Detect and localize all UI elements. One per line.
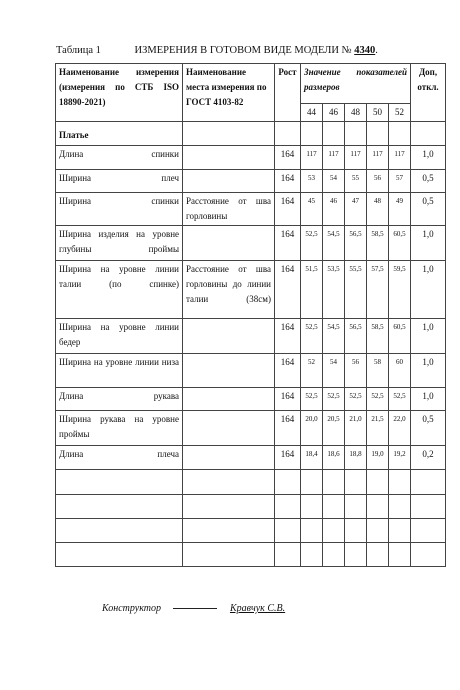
size-value-cell: 58,5	[367, 319, 389, 354]
designer-name: Кравчук С.В.	[229, 603, 286, 614]
table-row	[56, 354, 446, 388]
empty-row	[56, 543, 446, 567]
tolerance-cell: 1,0	[411, 319, 446, 354]
size-cell: 48	[345, 104, 367, 122]
tolerance-cell: 0,5	[411, 193, 446, 226]
table-row	[56, 388, 446, 411]
size-value-cell: 52,5	[367, 388, 389, 411]
size-value-cell: 52,5	[345, 388, 367, 411]
size-value-cell: 117	[389, 146, 411, 170]
tolerance-cell: 1,0	[411, 388, 446, 411]
size-value-cell: 59,5	[389, 261, 411, 319]
measure-place-cell	[183, 354, 275, 388]
size-value-cell: 55	[345, 170, 367, 193]
size-value-cell: 57,5	[367, 261, 389, 319]
size-cell: 50	[367, 104, 389, 122]
measure-name-cell: Ширина на уровне линии талии (по спинке)	[56, 261, 183, 319]
measure-place-cell	[183, 388, 275, 411]
header-tolerance: Доп, откл.	[411, 64, 446, 122]
table-row	[56, 193, 446, 226]
measure-name-cell: Ширина спинки	[56, 193, 183, 226]
size-value-cell: 60,5	[389, 319, 411, 354]
table-row	[56, 170, 446, 193]
header-values: Значение показателей размеров	[301, 64, 411, 104]
size-value-cell: 52,5	[323, 388, 345, 411]
table-row	[56, 261, 446, 319]
table-row	[56, 319, 446, 354]
measure-name-cell: Длина рукава	[56, 388, 183, 411]
tolerance-cell: 1,0	[411, 354, 446, 388]
height-cell: 164	[275, 193, 301, 226]
height-cell: 164	[275, 319, 301, 354]
measure-place-cell	[183, 411, 275, 446]
table-row	[56, 146, 446, 170]
measure-place-cell: Расстояние от шва горловины до линии талии (38см)	[183, 261, 275, 319]
measure-name-cell: Ширина плеч	[56, 170, 183, 193]
size-value-cell: 51,5	[301, 261, 323, 319]
size-value-cell: 19,2	[389, 446, 411, 470]
size-value-cell: 52	[301, 354, 323, 388]
empty-row	[56, 519, 446, 543]
size-value-cell: 117	[367, 146, 389, 170]
tolerance-cell: 0,5	[411, 170, 446, 193]
section-label: Платье	[56, 122, 183, 146]
measure-name-cell: Ширина на уровне линии низа	[56, 354, 183, 388]
size-value-cell: 18,4	[301, 446, 323, 470]
size-value-cell: 21,5	[367, 411, 389, 446]
table-row	[56, 226, 446, 261]
table-body	[56, 146, 446, 470]
size-value-cell: 60	[389, 354, 411, 388]
size-value-cell: 22,0	[389, 411, 411, 446]
size-value-cell: 52,5	[301, 388, 323, 411]
measure-place-cell	[183, 319, 275, 354]
size-value-cell: 58,5	[367, 226, 389, 261]
section-row	[56, 122, 446, 146]
designer-role: Конструктор	[102, 603, 161, 614]
tolerance-cell: 1,0	[411, 226, 446, 261]
measure-place-cell	[183, 146, 275, 170]
height-cell: 164	[275, 226, 301, 261]
empty-row	[56, 470, 446, 495]
size-value-cell: 54	[323, 354, 345, 388]
height-cell: 164	[275, 411, 301, 446]
size-value-cell: 52,5	[301, 226, 323, 261]
size-cell: 44	[301, 104, 323, 122]
signature-line	[173, 608, 217, 609]
tolerance-cell: 1,0	[411, 146, 446, 170]
size-value-cell: 57	[389, 170, 411, 193]
size-value-cell: 46	[323, 193, 345, 226]
tolerance-cell: 0,2	[411, 446, 446, 470]
table-label: Таблица 1	[56, 45, 101, 56]
size-value-cell: 117	[345, 146, 367, 170]
size-value-cell: 53	[301, 170, 323, 193]
table-row	[56, 446, 446, 470]
size-value-cell: 18,6	[323, 446, 345, 470]
size-value-cell: 52,5	[389, 388, 411, 411]
measurements-table	[55, 63, 446, 567]
size-cell: 52	[389, 104, 411, 122]
measure-name-cell: Длина спинки	[56, 146, 183, 170]
signature-block	[102, 603, 285, 614]
measure-place-cell: Расстояние от шва горловины	[183, 193, 275, 226]
measure-name-cell: Длина плеча	[56, 446, 183, 470]
tolerance-cell: 0,5	[411, 411, 446, 446]
measure-name-cell: Ширина рукава на уровне проймы	[56, 411, 183, 446]
size-value-cell: 56	[345, 354, 367, 388]
size-value-cell: 55,5	[345, 261, 367, 319]
size-value-cell: 20,5	[323, 411, 345, 446]
size-value-cell: 20,0	[301, 411, 323, 446]
measure-name-cell: Ширина изделия на уровне глубины проймы	[56, 226, 183, 261]
measure-place-cell	[183, 226, 275, 261]
size-value-cell: 48	[367, 193, 389, 226]
empty-row	[56, 495, 446, 519]
size-value-cell: 45	[301, 193, 323, 226]
measure-place-cell	[183, 446, 275, 470]
table-caption	[56, 45, 436, 56]
table-row	[56, 411, 446, 446]
height-cell: 164	[275, 446, 301, 470]
header-measure-place: Наименование места измерения по ГОСТ 4103-82	[183, 64, 275, 122]
size-value-cell: 56	[367, 170, 389, 193]
size-value-cell: 52,5	[301, 319, 323, 354]
table-title: ИЗМЕРЕНИЯ В ГОТОВОМ ВИДЕ МОДЕЛИ №	[134, 45, 352, 56]
size-value-cell: 60,5	[389, 226, 411, 261]
size-value-cell: 47	[345, 193, 367, 226]
height-cell: 164	[275, 354, 301, 388]
model-number: 4340	[354, 45, 376, 56]
measure-place-cell	[183, 170, 275, 193]
tolerance-cell: 1,0	[411, 261, 446, 319]
size-value-cell: 54	[323, 170, 345, 193]
caption-period: .	[375, 45, 378, 56]
size-cell: 46	[323, 104, 345, 122]
size-value-cell: 117	[301, 146, 323, 170]
size-value-cell: 56,5	[345, 226, 367, 261]
size-value-cell: 21,0	[345, 411, 367, 446]
header-measure-name: Наименование измерения (измерения по СТБ ISO 18890-2021)	[56, 64, 183, 122]
size-value-cell: 54,5	[323, 226, 345, 261]
size-value-cell: 18,8	[345, 446, 367, 470]
size-value-cell: 56,5	[345, 319, 367, 354]
size-value-cell: 117	[323, 146, 345, 170]
height-cell: 164	[275, 146, 301, 170]
size-value-cell: 54,5	[323, 319, 345, 354]
size-value-cell: 53,5	[323, 261, 345, 319]
height-cell: 164	[275, 170, 301, 193]
size-value-cell: 58	[367, 354, 389, 388]
header-height: Рост	[275, 64, 301, 122]
height-cell: 164	[275, 388, 301, 411]
height-cell: 164	[275, 261, 301, 319]
header-row	[56, 64, 446, 104]
measure-name-cell: Ширина на уровне линии бедер	[56, 319, 183, 354]
size-value-cell: 49	[389, 193, 411, 226]
size-value-cell: 19,0	[367, 446, 389, 470]
